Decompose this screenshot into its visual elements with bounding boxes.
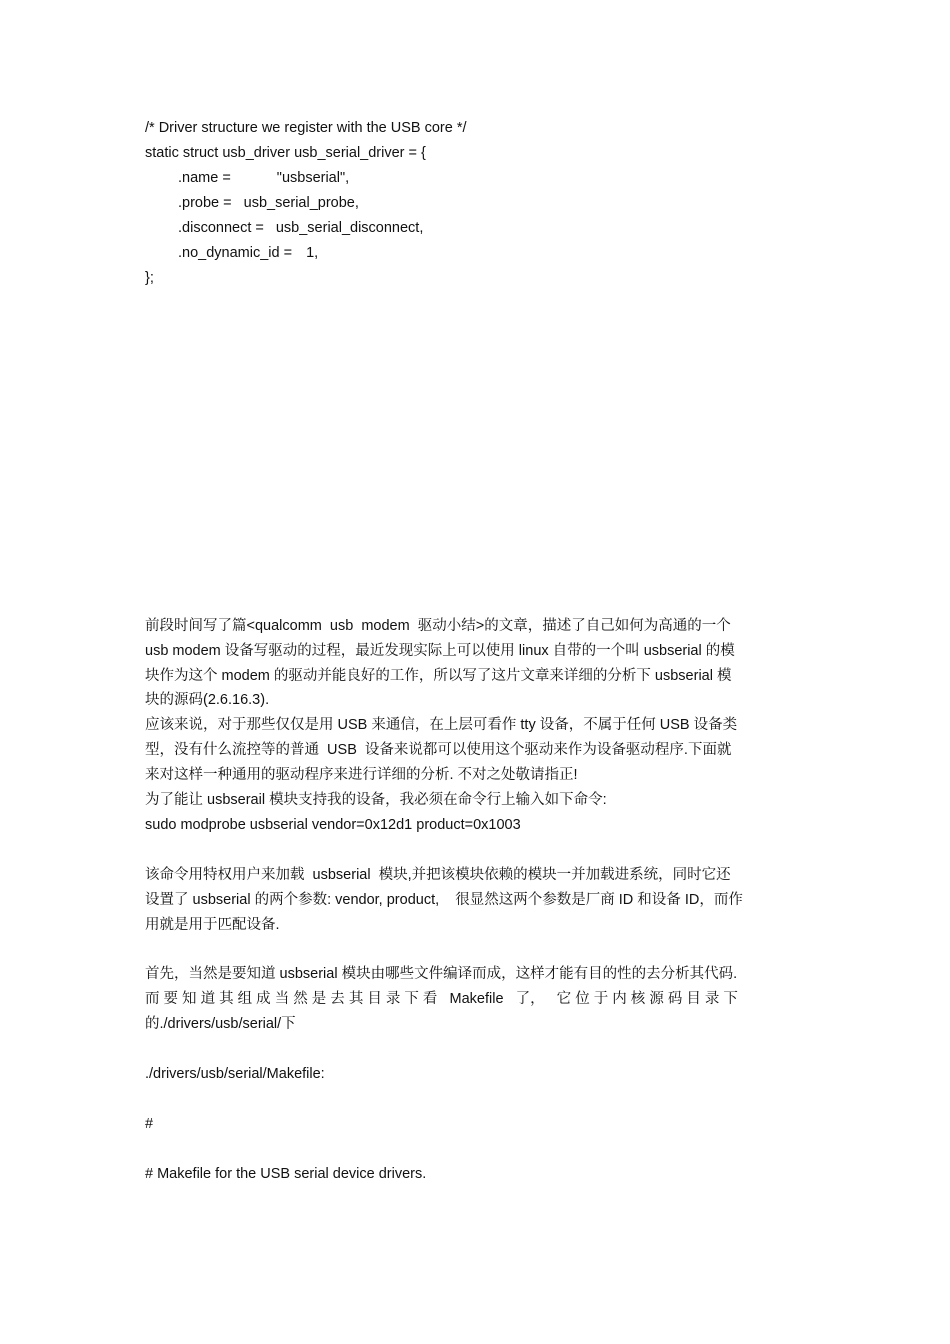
field-value: usb_serial_disconnect, bbox=[275, 220, 424, 236]
intro-line-4: 块的源码(2.6.16.3). bbox=[145, 692, 270, 708]
para2-line-2: 型，没有什么流控等的普通 USB 设备来说都可以使用这个驱动来作为设备驱动程序.下面就 bbox=[145, 742, 732, 758]
makefile-hash: # bbox=[145, 1116, 154, 1132]
code-field-probe bbox=[178, 193, 359, 213]
field-key: .name = bbox=[178, 170, 231, 186]
para2-line-1: 应该来说，对于那些仅仅是用 USB 来通信，在上层可看作 tty 设备，不属于任何 USB 设备类 bbox=[145, 717, 738, 733]
code-field-name bbox=[178, 168, 349, 188]
field-key: .disconnect = bbox=[178, 220, 264, 236]
para4-line-3: 用就是用于匹配设备. bbox=[145, 917, 280, 933]
intro-line-2: usb modem 设备写驱动的过程，最近发现实际上可以使用 linux 自带的一个叫 usbserial 的模 bbox=[145, 643, 735, 659]
para4-line-1: 该命令用特权用户来加载 usbserial 模块,并把该模块依赖的模块一并加载进系统，同时它还 bbox=[145, 867, 731, 883]
makefile-path: ./drivers/usb/serial/Makefile: bbox=[145, 1066, 325, 1082]
para2-line-3: 来对这样一种通用的驱动程序来进行详细的分析. 不对之处敬请指正! bbox=[145, 767, 578, 783]
para3: 为了能让 usbserail 模块支持我的设备，我必须在命令行上输入如下命令: bbox=[145, 792, 607, 808]
field-value: 1, bbox=[306, 245, 319, 261]
code-close-brace: }; bbox=[145, 270, 154, 286]
modprobe-command: sudo modprobe usbserial vendor=0x12d1 product=0x1003 bbox=[145, 817, 521, 833]
field-key: .probe = bbox=[178, 195, 232, 211]
para4-line-2: 设置了 usbserial 的两个参数: vendor, product, 很显然这两个参数是厂商 ID 和设备 ID，而作 bbox=[145, 892, 743, 908]
code-field-disconnect bbox=[178, 218, 423, 238]
code-comment: /* Driver structure we register with the USB core */ bbox=[145, 120, 467, 136]
field-value: usb_serial_probe, bbox=[243, 195, 359, 211]
field-value: "usbserial", bbox=[276, 170, 350, 186]
para5-line-3: 的./drivers/usb/serial/下 bbox=[145, 1016, 296, 1032]
makefile-comment: # Makefile for the USB serial device drivers. bbox=[145, 1166, 427, 1182]
para5-line-2: 而 要 知 道 其 组 成 当 然 是 去 其 目 录 下 看 Makefile 了， 它 位 于 内 核 源 码 目 录 下 bbox=[145, 991, 738, 1007]
code-struct-declaration: static struct usb_driver usb_serial_driver = { bbox=[145, 145, 426, 161]
para5-line-1: 首先，当然是要知道 usbserial 模块由哪些文件编译而成，这样才能有目的性的去分析其代码. bbox=[145, 966, 738, 982]
field-key: .no_dynamic_id = bbox=[178, 245, 293, 261]
intro-line-1: 前段时间写了篇<qualcomm usb modem 驱动小结>的文章，描述了自己如何为高通的一个 bbox=[145, 618, 731, 634]
code-field-no-dynamic-id bbox=[178, 243, 318, 263]
intro-line-3: 块作为这个 modem 的驱动并能良好的工作，所以写了这片文章来详细的分析下 usbserial 模 bbox=[145, 668, 732, 684]
